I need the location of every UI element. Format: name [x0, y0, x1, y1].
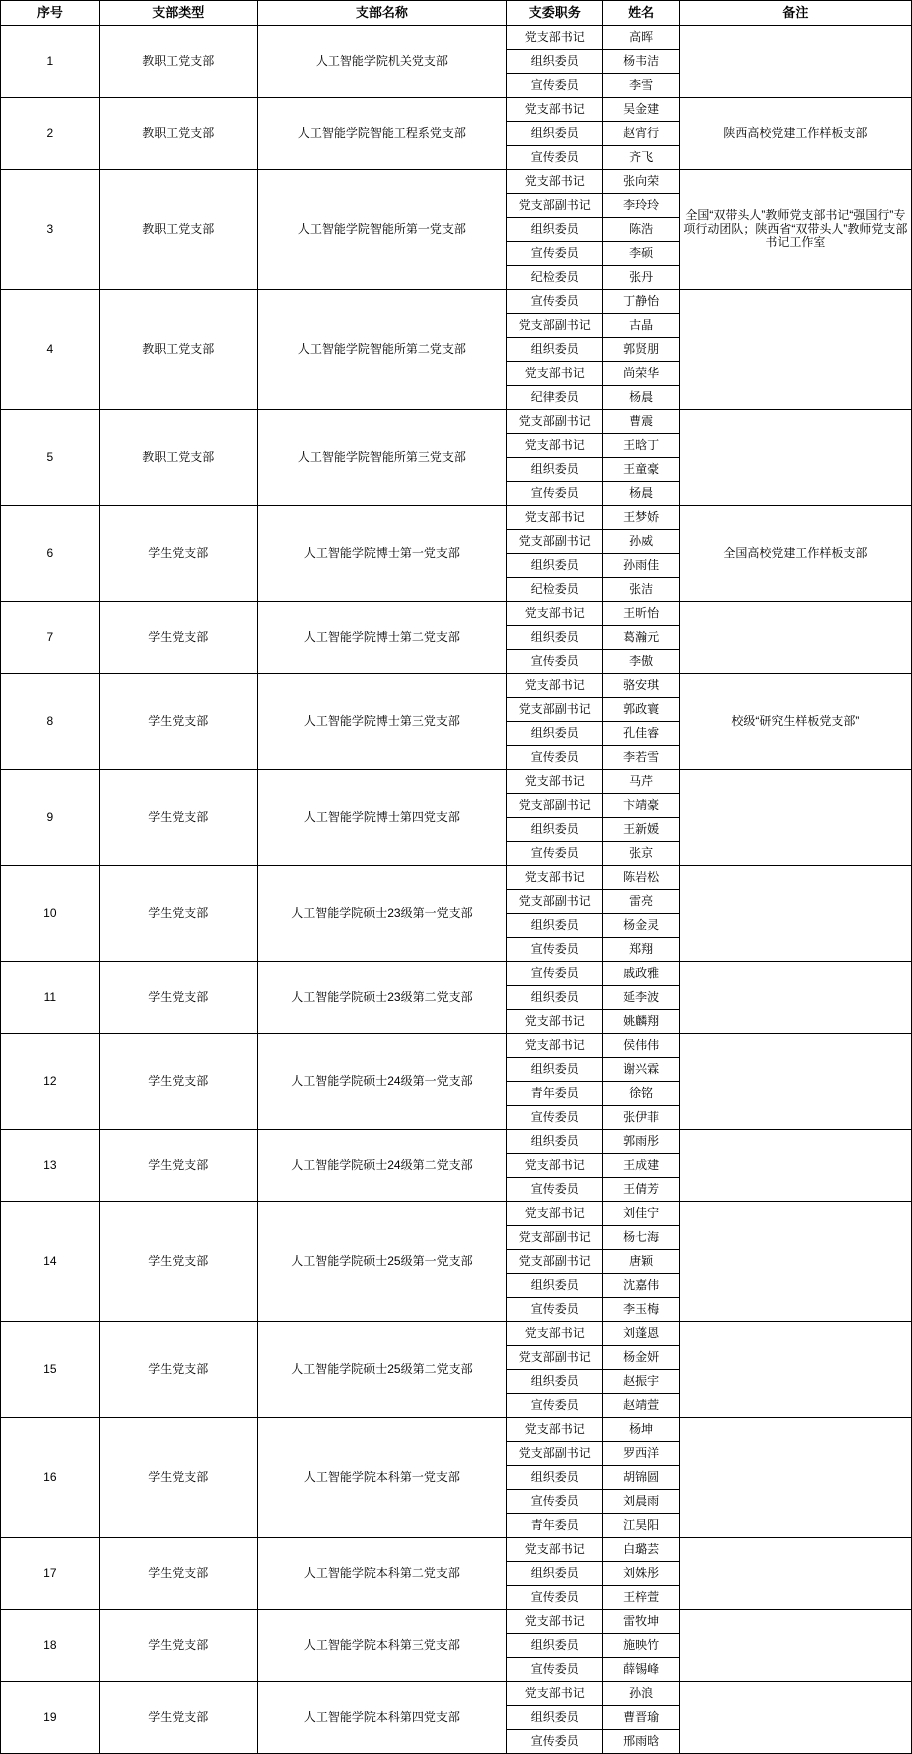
cell-person-name: 邢雨晗 [603, 1730, 679, 1754]
table-row [1, 1130, 912, 1154]
cell-seq: 5 [1, 410, 100, 506]
cell-person-name: 李雪 [603, 74, 679, 98]
cell-remark [679, 1418, 911, 1538]
cell-post: 组织委员 [506, 1466, 602, 1490]
cell-person-name: 郭贤朋 [603, 338, 679, 362]
cell-person-name: 雷牧坤 [603, 1610, 679, 1634]
cell-person-name: 陈浩 [603, 218, 679, 242]
cell-person-name: 沈嘉伟 [603, 1274, 679, 1298]
cell-person-name: 卞靖豪 [603, 794, 679, 818]
header-seq: 序号 [1, 1, 100, 26]
cell-post: 党支部副书记 [506, 530, 602, 554]
cell-post: 组织委员 [506, 626, 602, 650]
cell-post: 组织委员 [506, 1370, 602, 1394]
cell-post: 组织委员 [506, 818, 602, 842]
cell-person-name: 戚政雅 [603, 962, 679, 986]
cell-branch-type: 学生党支部 [99, 866, 257, 962]
cell-remark [679, 1034, 911, 1130]
cell-remark [679, 962, 911, 1034]
cell-branch-type: 学生党支部 [99, 1682, 257, 1754]
cell-seq: 2 [1, 98, 100, 170]
cell-remark: 全国“双带头人”教师党支部书记“强国行”专项行动团队；陕西省“双带头人”教师党支部书记工作室 [679, 170, 911, 290]
cell-post: 纪检委员 [506, 266, 602, 290]
cell-person-name: 谢兴霖 [603, 1058, 679, 1082]
cell-seq: 7 [1, 602, 100, 674]
cell-remark [679, 1538, 911, 1610]
cell-person-name: 尚荣华 [603, 362, 679, 386]
cell-person-name: 王新媛 [603, 818, 679, 842]
cell-branch-type: 学生党支部 [99, 1322, 257, 1418]
cell-person-name: 白璐芸 [603, 1538, 679, 1562]
header-post: 支委职务 [506, 1, 602, 26]
cell-branch-name: 人工智能学院博士第一党支部 [257, 506, 506, 602]
table-row [1, 602, 912, 626]
table-row [1, 1682, 912, 1706]
cell-post: 党支部书记 [506, 674, 602, 698]
cell-remark [679, 1130, 911, 1202]
cell-remark [679, 1610, 911, 1682]
cell-post: 党支部副书记 [506, 698, 602, 722]
cell-seq: 13 [1, 1130, 100, 1202]
cell-person-name: 杨金妍 [603, 1346, 679, 1370]
cell-remark [679, 770, 911, 866]
header-person: 姓名 [603, 1, 679, 26]
cell-branch-name: 人工智能学院智能所第二党支部 [257, 290, 506, 410]
cell-person-name: 齐飞 [603, 146, 679, 170]
cell-remark: 全国高校党建工作样板支部 [679, 506, 911, 602]
cell-post: 党支部书记 [506, 866, 602, 890]
cell-person-name: 刘佳宁 [603, 1202, 679, 1226]
cell-post: 组织委员 [506, 1274, 602, 1298]
cell-post: 组织委员 [506, 986, 602, 1010]
cell-person-name: 郭雨彤 [603, 1130, 679, 1154]
cell-branch-type: 学生党支部 [99, 770, 257, 866]
cell-branch-name: 人工智能学院智能所第一党支部 [257, 170, 506, 290]
cell-person-name: 杨晨 [603, 482, 679, 506]
cell-remark [679, 26, 911, 98]
cell-post: 党支部书记 [506, 602, 602, 626]
cell-post: 宣传委员 [506, 746, 602, 770]
cell-branch-name: 人工智能学院智能工程系党支部 [257, 98, 506, 170]
cell-post: 党支部副书记 [506, 1346, 602, 1370]
cell-remark [679, 602, 911, 674]
cell-person-name: 张伊菲 [603, 1106, 679, 1130]
cell-person-name: 古晶 [603, 314, 679, 338]
cell-remark: 校级“研究生样板党支部” [679, 674, 911, 770]
cell-person-name: 杨晨 [603, 386, 679, 410]
cell-post: 党支部书记 [506, 1418, 602, 1442]
header-remark: 备注 [679, 1, 911, 26]
cell-post: 党支部书记 [506, 1682, 602, 1706]
cell-post: 宣传委员 [506, 242, 602, 266]
cell-post: 党支部副书记 [506, 890, 602, 914]
cell-branch-type: 学生党支部 [99, 1418, 257, 1538]
cell-seq: 3 [1, 170, 100, 290]
cell-branch-type: 学生党支部 [99, 962, 257, 1034]
cell-post: 宣传委员 [506, 482, 602, 506]
cell-seq: 9 [1, 770, 100, 866]
cell-seq: 14 [1, 1202, 100, 1322]
cell-person-name: 延李波 [603, 986, 679, 1010]
cell-post: 纪律委员 [506, 386, 602, 410]
cell-person-name: 侯伟伟 [603, 1034, 679, 1058]
table-row [1, 866, 912, 890]
cell-post: 组织委员 [506, 50, 602, 74]
cell-branch-name: 人工智能学院本科第四党支部 [257, 1682, 506, 1754]
cell-person-name: 刘晨雨 [603, 1490, 679, 1514]
cell-person-name: 王童豪 [603, 458, 679, 482]
cell-person-name: 郑翔 [603, 938, 679, 962]
cell-person-name: 葛瀚元 [603, 626, 679, 650]
cell-post: 组织委员 [506, 1130, 602, 1154]
cell-post: 组织委员 [506, 338, 602, 362]
cell-seq: 15 [1, 1322, 100, 1418]
cell-post: 党支部书记 [506, 434, 602, 458]
cell-person-name: 胡锦圆 [603, 1466, 679, 1490]
cell-person-name: 张丹 [603, 266, 679, 290]
cell-branch-name: 人工智能学院硕士24级第一党支部 [257, 1034, 506, 1130]
table-row [1, 1034, 912, 1058]
cell-post: 宣传委员 [506, 1178, 602, 1202]
cell-person-name: 唐颖 [603, 1250, 679, 1274]
cell-post: 宣传委员 [506, 290, 602, 314]
cell-post: 青年委员 [506, 1082, 602, 1106]
cell-post: 组织委员 [506, 722, 602, 746]
cell-post: 党支部书记 [506, 362, 602, 386]
cell-post: 组织委员 [506, 458, 602, 482]
cell-person-name: 李傲 [603, 650, 679, 674]
cell-post: 党支部书记 [506, 1154, 602, 1178]
cell-post: 党支部书记 [506, 1010, 602, 1034]
cell-person-name: 罗西洋 [603, 1442, 679, 1466]
cell-person-name: 赵宵行 [603, 122, 679, 146]
cell-branch-name: 人工智能学院机关党支部 [257, 26, 506, 98]
table-row [1, 98, 912, 122]
header-type: 支部类型 [99, 1, 257, 26]
cell-seq: 6 [1, 506, 100, 602]
table-row [1, 962, 912, 986]
cell-branch-name: 人工智能学院硕士23级第一党支部 [257, 866, 506, 962]
table-row [1, 26, 912, 50]
table-row [1, 1418, 912, 1442]
cell-post: 党支部书记 [506, 1322, 602, 1346]
cell-post: 宣传委员 [506, 842, 602, 866]
cell-post: 党支部副书记 [506, 794, 602, 818]
table-body [1, 26, 912, 1754]
cell-branch-type: 学生党支部 [99, 506, 257, 602]
cell-seq: 17 [1, 1538, 100, 1610]
cell-branch-name: 人工智能学院本科第三党支部 [257, 1610, 506, 1682]
cell-person-name: 徐铭 [603, 1082, 679, 1106]
cell-person-name: 王晗丁 [603, 434, 679, 458]
cell-person-name: 郭政寰 [603, 698, 679, 722]
cell-post: 党支部副书记 [506, 1250, 602, 1274]
cell-person-name: 刘蓬恩 [603, 1322, 679, 1346]
cell-person-name: 王昕怡 [603, 602, 679, 626]
cell-person-name: 李硕 [603, 242, 679, 266]
cell-post: 党支部书记 [506, 1538, 602, 1562]
cell-post: 党支部书记 [506, 98, 602, 122]
cell-person-name: 刘姝彤 [603, 1562, 679, 1586]
cell-post: 组织委员 [506, 1562, 602, 1586]
cell-person-name: 江昊阳 [603, 1514, 679, 1538]
cell-post: 党支部书记 [506, 506, 602, 530]
cell-seq: 12 [1, 1034, 100, 1130]
table-row [1, 170, 912, 194]
cell-remark [679, 866, 911, 962]
cell-post: 组织委员 [506, 1058, 602, 1082]
cell-post: 宣传委员 [506, 650, 602, 674]
cell-branch-type: 学生党支部 [99, 1034, 257, 1130]
cell-branch-type: 教职工党支部 [99, 410, 257, 506]
cell-seq: 1 [1, 26, 100, 98]
cell-person-name: 孔佳睿 [603, 722, 679, 746]
cell-post: 党支部书记 [506, 1610, 602, 1634]
cell-branch-type: 教职工党支部 [99, 290, 257, 410]
cell-person-name: 姚麟翔 [603, 1010, 679, 1034]
cell-post: 宣传委员 [506, 938, 602, 962]
cell-seq: 8 [1, 674, 100, 770]
cell-seq: 19 [1, 1682, 100, 1754]
cell-person-name: 张京 [603, 842, 679, 866]
cell-post: 党支部书记 [506, 1034, 602, 1058]
cell-person-name: 马芹 [603, 770, 679, 794]
cell-branch-type: 学生党支部 [99, 1538, 257, 1610]
cell-person-name: 丁静怡 [603, 290, 679, 314]
cell-person-name: 杨七海 [603, 1226, 679, 1250]
cell-branch-name: 人工智能学院硕士24级第二党支部 [257, 1130, 506, 1202]
cell-person-name: 王梓萱 [603, 1586, 679, 1610]
cell-branch-type: 教职工党支部 [99, 26, 257, 98]
cell-branch-name: 人工智能学院硕士25级第一党支部 [257, 1202, 506, 1322]
cell-branch-name: 人工智能学院智能所第三党支部 [257, 410, 506, 506]
cell-post: 宣传委员 [506, 74, 602, 98]
table-row [1, 1538, 912, 1562]
table-header [1, 1, 912, 26]
cell-post: 党支部副书记 [506, 410, 602, 434]
cell-remark [679, 1322, 911, 1418]
cell-remark [679, 1682, 911, 1754]
cell-post: 纪检委员 [506, 578, 602, 602]
cell-post: 党支部副书记 [506, 314, 602, 338]
cell-person-name: 孙雨佳 [603, 554, 679, 578]
table-row [1, 1202, 912, 1226]
table-row [1, 1322, 912, 1346]
cell-branch-type: 学生党支部 [99, 602, 257, 674]
cell-post: 宣传委员 [506, 1490, 602, 1514]
header-name: 支部名称 [257, 1, 506, 26]
cell-post: 党支部书记 [506, 1202, 602, 1226]
cell-post: 组织委员 [506, 122, 602, 146]
cell-post: 宣传委员 [506, 962, 602, 986]
cell-post: 组织委员 [506, 914, 602, 938]
cell-person-name: 杨坤 [603, 1418, 679, 1442]
cell-branch-name: 人工智能学院本科第一党支部 [257, 1418, 506, 1538]
cell-branch-name: 人工智能学院硕士23级第二党支部 [257, 962, 506, 1034]
cell-branch-name: 人工智能学院博士第二党支部 [257, 602, 506, 674]
cell-seq: 16 [1, 1418, 100, 1538]
cell-post: 党支部副书记 [506, 1226, 602, 1250]
cell-remark [679, 290, 911, 410]
cell-remark: 陕西高校党建工作样板支部 [679, 98, 911, 170]
cell-person-name: 吴金建 [603, 98, 679, 122]
cell-remark [679, 410, 911, 506]
cell-person-name: 施映竹 [603, 1634, 679, 1658]
cell-post: 组织委员 [506, 1634, 602, 1658]
cell-seq: 11 [1, 962, 100, 1034]
cell-post: 宣传委员 [506, 1658, 602, 1682]
table-row [1, 290, 912, 314]
cell-person-name: 陈岩松 [603, 866, 679, 890]
table-row [1, 506, 912, 530]
table-row [1, 770, 912, 794]
cell-person-name: 高晖 [603, 26, 679, 50]
cell-person-name: 曹晋瑜 [603, 1706, 679, 1730]
cell-branch-type: 学生党支部 [99, 1202, 257, 1322]
cell-person-name: 薛锡峰 [603, 1658, 679, 1682]
cell-person-name: 赵靖萱 [603, 1394, 679, 1418]
cell-person-name: 李玲玲 [603, 194, 679, 218]
cell-remark [679, 1202, 911, 1322]
cell-person-name: 曹震 [603, 410, 679, 434]
cell-branch-type: 学生党支部 [99, 1130, 257, 1202]
cell-person-name: 赵振宇 [603, 1370, 679, 1394]
cell-branch-type: 教职工党支部 [99, 98, 257, 170]
cell-branch-name: 人工智能学院本科第二党支部 [257, 1538, 506, 1610]
cell-post: 组织委员 [506, 218, 602, 242]
cell-post: 宣传委员 [506, 1298, 602, 1322]
cell-post: 宣传委员 [506, 1394, 602, 1418]
cell-person-name: 王梦娇 [603, 506, 679, 530]
cell-post: 党支部书记 [506, 170, 602, 194]
table-row [1, 410, 912, 434]
cell-seq: 10 [1, 866, 100, 962]
cell-branch-name: 人工智能学院博士第三党支部 [257, 674, 506, 770]
cell-post: 党支部书记 [506, 26, 602, 50]
cell-post: 宣传委员 [506, 1586, 602, 1610]
cell-person-name: 杨金灵 [603, 914, 679, 938]
table-row [1, 674, 912, 698]
cell-seq: 18 [1, 1610, 100, 1682]
cell-branch-type: 学生党支部 [99, 1610, 257, 1682]
cell-person-name: 孙威 [603, 530, 679, 554]
cell-person-name: 雷亮 [603, 890, 679, 914]
cell-branch-name: 人工智能学院硕士25级第二党支部 [257, 1322, 506, 1418]
header-row [1, 1, 912, 26]
cell-branch-name: 人工智能学院博士第四党支部 [257, 770, 506, 866]
cell-seq: 4 [1, 290, 100, 410]
cell-post: 党支部书记 [506, 770, 602, 794]
cell-person-name: 骆安琪 [603, 674, 679, 698]
cell-post: 青年委员 [506, 1514, 602, 1538]
cell-post: 宣传委员 [506, 146, 602, 170]
cell-person-name: 杨韦洁 [603, 50, 679, 74]
table-row [1, 1610, 912, 1634]
cell-post: 宣传委员 [506, 1730, 602, 1754]
cell-post: 宣传委员 [506, 1106, 602, 1130]
cell-post: 党支部副书记 [506, 194, 602, 218]
cell-person-name: 李玉梅 [603, 1298, 679, 1322]
cell-person-name: 王倩芳 [603, 1178, 679, 1202]
cell-branch-type: 学生党支部 [99, 674, 257, 770]
cell-post: 组织委员 [506, 1706, 602, 1730]
cell-person-name: 李若雪 [603, 746, 679, 770]
cell-branch-type: 教职工党支部 [99, 170, 257, 290]
cell-person-name: 孙浪 [603, 1682, 679, 1706]
cell-person-name: 张向荣 [603, 170, 679, 194]
cell-post: 组织委员 [506, 554, 602, 578]
cell-person-name: 王成建 [603, 1154, 679, 1178]
cell-person-name: 张洁 [603, 578, 679, 602]
cell-post: 党支部副书记 [506, 1442, 602, 1466]
